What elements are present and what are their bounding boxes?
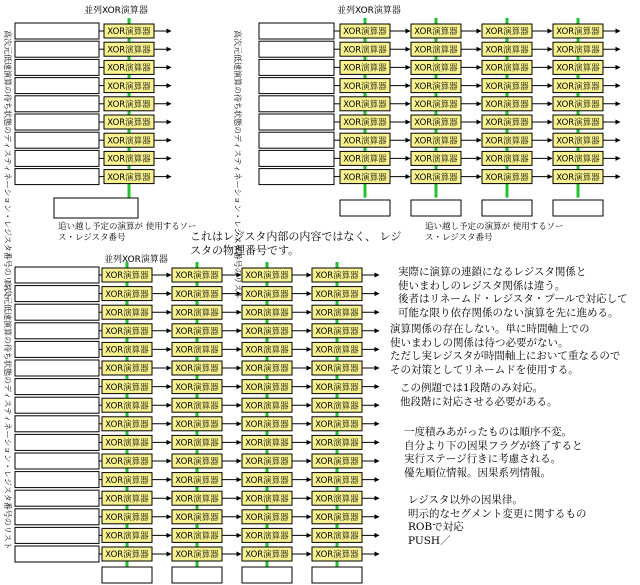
diagram-3: [3, 253, 379, 583]
xor-unit-label: XOR演算器: [245, 289, 289, 300]
xor-unit-label: XOR演算器: [107, 27, 151, 38]
note-register-relations: [398, 266, 638, 320]
diagram-1-vertical-label: 高次元低速演算の待ち状態のディスティネーション・レジスタ番号のリスト: [3, 30, 12, 300]
diagram-3-vertical-label: 高次元低速演算の待ち状態のディスティネーション・レジスタ番号のリスト: [3, 280, 12, 550]
xor-unit-label: XOR演算器: [245, 345, 289, 356]
xor-unit-label: XOR演算器: [105, 475, 149, 486]
xor-unit-label: XOR演算器: [105, 531, 149, 542]
diagram-1-source-caption: 追い越し予定の演算が 使用するソース・レジスタ番号: [58, 222, 197, 243]
xor-unit-label: XOR演算器: [485, 100, 529, 110]
note-single-stage: [400, 382, 638, 409]
xor-unit-label: XOR演算器: [107, 100, 151, 110]
register-box: [15, 379, 99, 395]
xor-unit-label: XOR演算器: [315, 327, 359, 337]
xor-unit-label: XOR演算器: [245, 308, 289, 319]
xor-unit-label: XOR演算器: [315, 401, 359, 412]
xor-unit-label: XOR演算器: [107, 154, 151, 165]
register-box: [259, 132, 334, 148]
register-box: [15, 360, 99, 376]
note-line: 後者はリネームド・レジスタ・プールで対応して: [398, 293, 628, 305]
register-box: [15, 490, 99, 506]
xor-unit-label: XOR演算器: [343, 154, 387, 165]
xor-unit-label: XOR演算器: [556, 100, 600, 110]
xor-unit-label: XOR演算器: [175, 401, 219, 412]
xor-unit-label: XOR演算器: [107, 81, 151, 92]
xor-unit-label: XOR演算器: [414, 154, 458, 165]
xor-unit-label: XOR演算器: [556, 45, 600, 56]
diagram-2-source-caption: 追い越し予定の演算が 使用するソース・レジスタ番号: [425, 222, 564, 243]
xor-unit-label: XOR演算器: [315, 345, 359, 356]
diagram-3-source-register: [102, 567, 152, 583]
diagram-1-source-register: [54, 198, 138, 218]
xor-unit-label: XOR演算器: [343, 118, 387, 129]
diagram-2-source-register: [482, 200, 532, 216]
register-box: [15, 41, 99, 57]
diagram-1-title: 並列XOR演算器: [84, 6, 148, 16]
xor-unit-label: XOR演算器: [315, 289, 359, 300]
xor-unit-label: XOR演算器: [485, 63, 529, 74]
register-box: [15, 23, 99, 39]
note-line: 実際に演算の連鎖になるレジスタ関係と: [398, 266, 587, 278]
register-box: [15, 434, 99, 450]
register-box: [259, 169, 334, 185]
register-box: [15, 527, 99, 543]
register-box: [15, 546, 99, 562]
xor-unit-label: XOR演算器: [107, 136, 151, 147]
xor-unit-label: XOR演算器: [556, 154, 600, 165]
xor-unit-label: XOR演算器: [245, 327, 289, 337]
xor-unit-label: XOR演算器: [414, 27, 458, 38]
xor-unit-label: XOR演算器: [107, 45, 151, 56]
diagram-2-source-register: [340, 200, 390, 216]
xor-unit-label: XOR演算器: [315, 531, 359, 542]
xor-unit-label: XOR演算器: [175, 289, 219, 300]
xor-unit-label: XOR演算器: [107, 63, 151, 74]
note-line: 自分より下の因果フラグが終了すると: [404, 439, 583, 452]
register-box: [259, 23, 334, 39]
xor-unit-label: XOR演算器: [485, 136, 529, 147]
xor-unit-label: XOR演算器: [343, 45, 387, 56]
register-box: [15, 323, 99, 339]
xor-unit-label: XOR演算器: [105, 494, 149, 505]
register-box: [15, 132, 99, 148]
register-box: [15, 267, 99, 283]
register-box: [259, 150, 334, 166]
register-box: [15, 59, 99, 75]
note-reuse: [390, 323, 638, 377]
register-box: [259, 59, 334, 75]
xor-unit-label: XOR演算器: [485, 81, 529, 92]
xor-unit-label: XOR演算器: [343, 81, 387, 92]
xor-unit-label: XOR演算器: [414, 63, 458, 74]
xor-unit-label: XOR演算器: [175, 420, 219, 430]
xor-unit-label: XOR演算器: [105, 364, 149, 375]
xor-unit-label: XOR演算器: [315, 420, 359, 430]
xor-unit-label: XOR演算器: [485, 154, 529, 165]
xor-unit-label: XOR演算器: [315, 475, 359, 486]
diagram-2-vertical-label: 高次元低速演算の待ち状態のディスティネーション・レジスタ番号のリスト: [233, 30, 242, 300]
xor-unit-label: XOR演算器: [485, 172, 529, 183]
xor-unit-label: XOR演算器: [105, 513, 149, 523]
note-line: その対策としてリネームドを使用する。: [390, 363, 579, 376]
xor-unit-label: XOR演算器: [343, 136, 387, 147]
xor-unit-label: XOR演算器: [245, 494, 289, 505]
diagram-3-source-register: [242, 567, 292, 583]
xor-unit-label: XOR演算器: [414, 136, 458, 147]
note-line: ただし実レジスタが時間軸上において重なるので: [390, 350, 621, 362]
xor-unit-label: XOR演算器: [556, 81, 600, 92]
xor-unit-label: XOR演算器: [414, 81, 458, 92]
diagram-3-source-register: [312, 567, 362, 583]
note-line: 一度積みあがったものは順序不変。: [404, 426, 572, 438]
xor-unit-label: XOR演算器: [105, 550, 149, 561]
xor-unit-label: XOR演算器: [414, 45, 458, 56]
xor-unit-label: XOR演算器: [107, 118, 151, 129]
register-box: [259, 96, 334, 112]
note-causality: [408, 494, 638, 548]
register-box: [259, 41, 334, 57]
xor-unit-label: XOR演算器: [175, 345, 219, 356]
register-box: [15, 114, 99, 130]
xor-unit-label: XOR演算器: [105, 401, 149, 412]
xor-unit-label: XOR演算器: [485, 45, 529, 56]
xor-unit-label: XOR演算器: [245, 513, 289, 523]
xor-unit-label: XOR演算器: [245, 401, 289, 412]
register-box: [15, 169, 99, 185]
xor-unit-label: XOR演算器: [315, 271, 359, 282]
xor-unit-label: XOR演算器: [105, 345, 149, 356]
xor-unit-label: XOR演算器: [315, 457, 359, 468]
xor-unit-label: XOR演算器: [556, 63, 600, 74]
xor-unit-label: XOR演算器: [315, 494, 359, 505]
diagram-2-source-register: [553, 200, 603, 216]
xor-unit-label: XOR演算器: [175, 438, 219, 449]
xor-unit-label: XOR演算器: [343, 100, 387, 110]
xor-unit-label: XOR演算器: [175, 308, 219, 319]
xor-unit-label: XOR演算器: [414, 118, 458, 129]
note-line: 明示的なセグメント変更に関するもの: [408, 507, 587, 520]
register-box: [259, 78, 334, 94]
xor-unit-label: XOR演算器: [245, 457, 289, 468]
xor-unit-label: XOR演算器: [245, 364, 289, 375]
xor-unit-label: XOR演算器: [343, 63, 387, 74]
xor-unit-label: XOR演算器: [175, 382, 219, 393]
note-line: PUSH／: [408, 534, 451, 547]
xor-unit-label: XOR演算器: [175, 513, 219, 523]
diagram-3-source-register: [172, 567, 222, 583]
xor-unit-label: XOR演算器: [175, 494, 219, 505]
xor-unit-label: XOR演算器: [556, 136, 600, 147]
xor-unit-label: XOR演算器: [414, 100, 458, 110]
register-box: [15, 397, 99, 413]
diagram-2-source-register: [411, 200, 461, 216]
xor-unit-label: XOR演算器: [105, 289, 149, 300]
xor-unit-label: XOR演算器: [105, 420, 149, 430]
note-line: 使いまわしの関係は待つ必要がない。: [390, 336, 569, 349]
xor-unit-label: XOR演算器: [343, 172, 387, 183]
note-line: レジスタ以外の因果律。: [408, 494, 523, 506]
xor-unit-label: XOR演算器: [414, 172, 458, 183]
xor-unit-label: XOR演算器: [485, 118, 529, 129]
xor-unit-label: XOR演算器: [175, 364, 219, 375]
xor-unit-label: XOR演算器: [245, 475, 289, 486]
xor-unit-label: XOR演算器: [175, 271, 219, 282]
note-line: ROBで対応: [408, 521, 464, 533]
xor-unit-label: XOR演算器: [315, 382, 359, 393]
xor-unit-label: XOR演算器: [315, 513, 359, 523]
xor-unit-label: XOR演算器: [315, 438, 359, 449]
register-box: [259, 114, 334, 130]
xor-unit-label: XOR演算器: [245, 420, 289, 430]
xor-unit-label: XOR演算器: [107, 172, 151, 183]
middle-note: これはレジスタ内部の内容ではなく、 レジスタの物理番号です。: [190, 230, 402, 257]
xor-unit-label: XOR演算器: [105, 327, 149, 337]
xor-unit-label: XOR演算器: [175, 531, 219, 542]
xor-unit-label: XOR演算器: [245, 438, 289, 449]
note-line: 他段階に対応させる必要がある。: [400, 395, 558, 408]
xor-unit-label: XOR演算器: [105, 308, 149, 319]
register-box: [15, 416, 99, 432]
note-order: [404, 426, 638, 480]
xor-unit-label: XOR演算器: [175, 550, 219, 561]
xor-unit-label: XOR演算器: [105, 457, 149, 468]
register-box: [15, 453, 99, 469]
xor-unit-label: XOR演算器: [105, 438, 149, 449]
xor-unit-label: XOR演算器: [485, 27, 529, 38]
xor-unit-label: XOR演算器: [556, 172, 600, 183]
xor-unit-label: XOR演算器: [245, 550, 289, 561]
register-box: [15, 286, 99, 302]
xor-unit-label: XOR演算器: [245, 382, 289, 393]
diagram-3-title: 並列XOR演算器: [104, 255, 168, 265]
xor-unit-label: XOR演算器: [175, 457, 219, 468]
register-box: [15, 78, 99, 94]
xor-unit-label: XOR演算器: [556, 27, 600, 38]
xor-unit-label: XOR演算器: [315, 308, 359, 319]
xor-unit-label: XOR演算器: [175, 327, 219, 337]
note-line: 可能な限り依存関係のない演算を先に進める。: [398, 306, 619, 319]
xor-unit-label: XOR演算器: [315, 364, 359, 375]
xor-unit-label: XOR演算器: [245, 531, 289, 542]
register-box: [15, 304, 99, 320]
xor-unit-label: XOR演算器: [315, 550, 359, 561]
register-box: [15, 96, 99, 112]
note-line: 実行ステージ行きに考慮される。: [404, 453, 562, 465]
register-box: [15, 509, 99, 525]
note-line: この例題では1段階のみ対応。: [400, 382, 544, 394]
xor-unit-label: XOR演算器: [105, 382, 149, 393]
note-line: 使いまわしのレジスタ関係は違う。: [398, 279, 566, 292]
register-box: [15, 150, 99, 166]
xor-unit-label: XOR演算器: [343, 27, 387, 38]
register-box: [15, 472, 99, 488]
xor-unit-label: XOR演算器: [556, 118, 600, 129]
xor-unit-label: XOR演算器: [175, 475, 219, 486]
xor-unit-label: XOR演算器: [105, 271, 149, 282]
xor-unit-label: XOR演算器: [245, 271, 289, 282]
register-box: [15, 341, 99, 357]
diagram-2-title: 並列XOR演算器: [337, 6, 401, 16]
note-line: 優先順位情報。因果系列情報。: [404, 466, 551, 479]
note-line: 演算関係の存在しない。単に時間軸上での: [390, 323, 590, 335]
